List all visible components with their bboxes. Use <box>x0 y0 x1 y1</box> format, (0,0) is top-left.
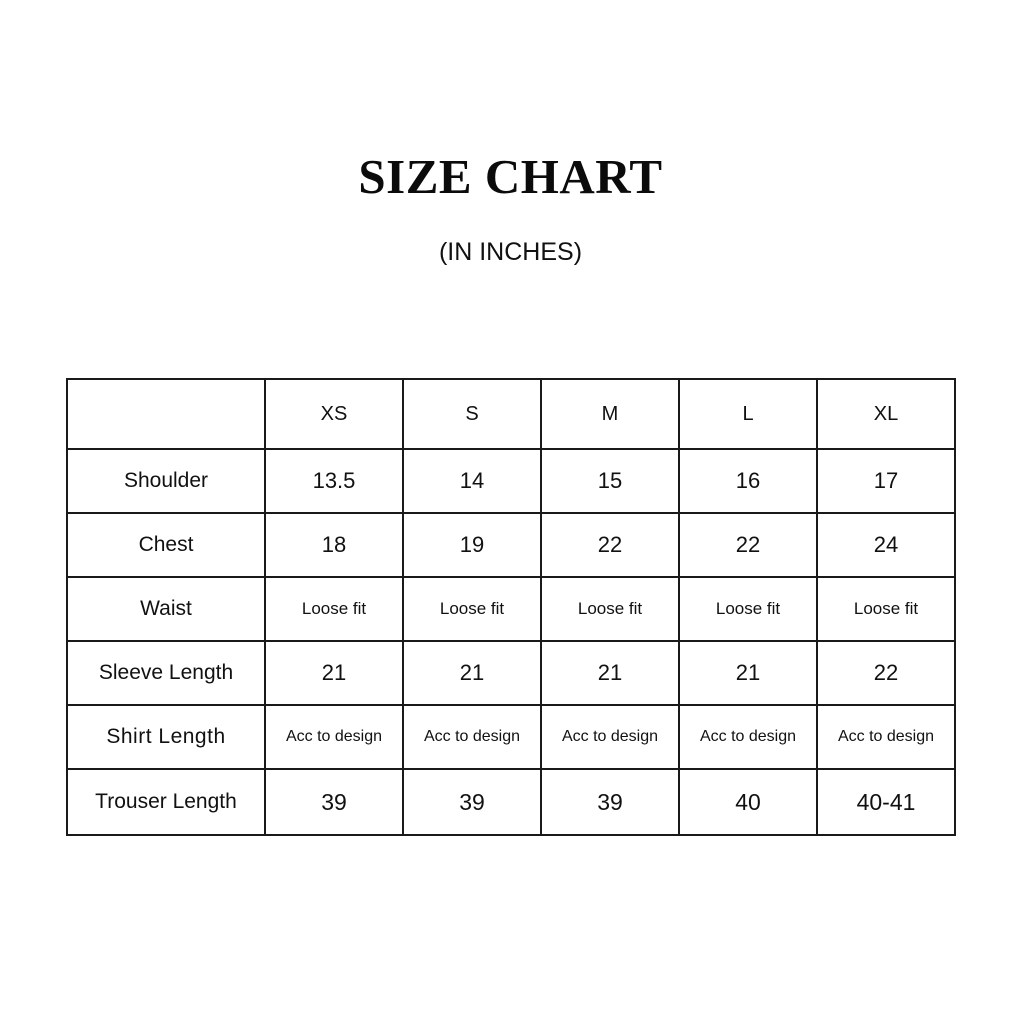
table-header <box>67 379 955 449</box>
table-row <box>67 449 955 513</box>
row-label-shirt-length: Shirt Length <box>67 705 265 769</box>
row-label-chest: Chest <box>67 513 265 577</box>
cell-sleeve-length-s: 21 <box>403 641 541 705</box>
cell-chest-xs: 18 <box>265 513 403 577</box>
table-row <box>67 577 955 641</box>
table-body <box>67 449 955 835</box>
cell-waist-l: Loose fit <box>679 577 817 641</box>
cell-shirt-length-l: Acc to design <box>679 705 817 769</box>
cell-shirt-length-m: Acc to design <box>541 705 679 769</box>
size-chart-table <box>66 378 956 836</box>
cell-shoulder-m: 15 <box>541 449 679 513</box>
cell-shoulder-xs: 13.5 <box>265 449 403 513</box>
header-size-s: S <box>403 379 541 449</box>
header-corner-cell <box>67 379 265 449</box>
cell-shirt-length-xl: Acc to design <box>817 705 955 769</box>
cell-trouser-length-l: 40 <box>679 769 817 835</box>
header-size-xs: XS <box>265 379 403 449</box>
cell-chest-m: 22 <box>541 513 679 577</box>
row-label-shoulder: Shoulder <box>67 449 265 513</box>
table-row <box>67 705 955 769</box>
cell-sleeve-length-m: 21 <box>541 641 679 705</box>
page-subtitle: (IN INCHES) <box>438 238 583 266</box>
cell-chest-l: 22 <box>679 513 817 577</box>
cell-chest-xl: 24 <box>817 513 955 577</box>
cell-shoulder-xl: 17 <box>817 449 955 513</box>
cell-waist-xs: Loose fit <box>265 577 403 641</box>
cell-shoulder-l: 16 <box>679 449 817 513</box>
row-label-trouser-length: Trouser Length <box>67 769 265 835</box>
cell-trouser-length-m: 39 <box>541 769 679 835</box>
cell-sleeve-length-xs: 21 <box>265 641 403 705</box>
cell-chest-s: 19 <box>403 513 541 577</box>
cell-shirt-length-xs: Acc to design <box>265 705 403 769</box>
row-label-sleeve-length: Sleeve Length <box>67 641 265 705</box>
table-row <box>67 513 955 577</box>
cell-waist-s: Loose fit <box>403 577 541 641</box>
size-chart-table-wrapper <box>66 378 954 836</box>
cell-trouser-length-s: 39 <box>403 769 541 835</box>
cell-trouser-length-xl: 40-41 <box>817 769 955 835</box>
cell-waist-xl: Loose fit <box>817 577 955 641</box>
header-size-m: M <box>541 379 679 449</box>
table-header-row <box>67 379 955 449</box>
row-label-waist: Waist <box>67 577 265 641</box>
cell-waist-m: Loose fit <box>541 577 679 641</box>
page-title: SIZE CHART <box>358 149 663 204</box>
cell-shoulder-s: 14 <box>403 449 541 513</box>
cell-shirt-length-s: Acc to design <box>403 705 541 769</box>
header-size-xl: XL <box>817 379 955 449</box>
header-size-l: L <box>679 379 817 449</box>
cell-trouser-length-xs: 39 <box>265 769 403 835</box>
table-row <box>67 641 955 705</box>
table-row <box>67 769 955 835</box>
cell-sleeve-length-l: 21 <box>679 641 817 705</box>
cell-sleeve-length-xl: 22 <box>817 641 955 705</box>
